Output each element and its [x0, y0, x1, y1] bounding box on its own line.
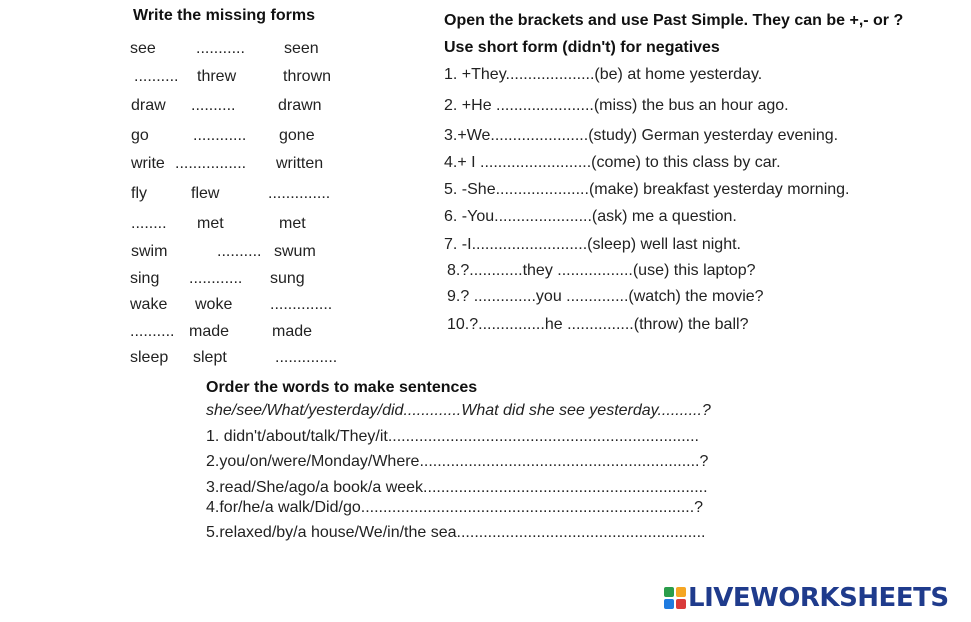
exercise-item: 4.+ I .........................(come) to this class by car.	[444, 154, 781, 171]
exercise-item: 2. +He ......................(miss) the bus an hour ago.	[444, 97, 789, 114]
verb-cell: ..........	[134, 68, 179, 85]
verb-cell: go	[131, 127, 149, 144]
verb-cell: made	[189, 323, 230, 340]
verb-cell: swum	[274, 243, 316, 260]
word-order-item: 4.for/he/a walk/Did/go...........................................................................?	[206, 499, 704, 516]
verb-cell: ..............	[270, 296, 333, 313]
section1-title: Write the missing forms	[133, 7, 315, 24]
section2-title: Open the brackets and use Past Simple. They can be +,- or ?	[444, 12, 904, 29]
verb-cell: ...........	[196, 40, 245, 57]
verb-cell: gone	[279, 127, 315, 144]
verb-cell: ........	[131, 215, 167, 232]
verb-cell: met	[279, 215, 306, 232]
verb-cell: ..........	[191, 97, 236, 114]
exercise-item: 8.?............they .................(use) this laptop?	[447, 262, 756, 279]
section3-title: Order the words to make sentences	[206, 379, 478, 396]
verb-cell: ..............	[275, 349, 338, 366]
verb-cell: see	[130, 40, 156, 57]
verb-cell: threw	[197, 68, 237, 85]
verb-cell: ............	[189, 270, 243, 287]
verb-cell: written	[276, 155, 324, 172]
verb-cell: ..............	[268, 185, 331, 202]
verb-cell: slept	[193, 349, 227, 366]
logo-square	[676, 599, 686, 609]
verb-cell: flew	[191, 185, 220, 202]
example-sentence: she/see/What/yesterday/did.............What did she see yesterday..........?	[206, 402, 711, 419]
verb-cell: made	[272, 323, 313, 340]
word-order-item: 2.you/on/were/Monday/Where...............................................................?	[206, 453, 709, 470]
section2-subtitle: Use short form (didn't) for negatives	[444, 39, 720, 56]
verb-cell: thrown	[283, 68, 332, 85]
verb-cell: swim	[131, 243, 168, 260]
verb-cell: sung	[270, 270, 305, 287]
word-order-item: 3.read/She/ago/a book/a week................................................................	[206, 479, 708, 496]
verb-cell: met	[197, 215, 224, 232]
verb-cell: write	[131, 155, 165, 172]
verb-cell: ..........	[217, 243, 262, 260]
word-order-item: 5.relaxed/by/a house/We/in/the sea........................................................	[206, 524, 706, 541]
exercise-item: 10.?...............he ...............(throw) the ball?	[447, 316, 749, 333]
exercise-item: 5. -She.....................(make) breakfast yesterday morning.	[444, 181, 850, 198]
verb-cell: ................	[175, 155, 247, 172]
exercise-item: 6. -You......................(ask) me a question.	[444, 208, 737, 225]
verb-cell: draw	[131, 97, 166, 114]
verb-cell: wake	[130, 296, 168, 313]
verb-cell: seen	[284, 40, 319, 57]
verb-cell: ............	[193, 127, 247, 144]
exercise-item: 3.+We......................(study) German yesterday evening.	[444, 127, 839, 144]
logo-square	[664, 587, 674, 597]
verb-cell: sleep	[130, 349, 169, 366]
logo-square	[676, 587, 686, 597]
verb-cell: fly	[131, 185, 147, 202]
verb-cell: ..........	[130, 323, 175, 340]
exercise-item: 7. -I..........................(sleep) well last night.	[444, 236, 741, 253]
verb-cell: drawn	[278, 97, 322, 114]
logo-text: LIVEWORKSHEETS	[688, 583, 949, 613]
liveworksheets-logo	[664, 583, 949, 613]
logo-mark-icon	[664, 587, 686, 609]
logo-square	[664, 599, 674, 609]
exercise-item: 1. +They....................(be) at home yesterday.	[444, 66, 763, 83]
exercise-item: 9.? ..............you ..............(watch) the movie?	[447, 288, 764, 305]
word-order-item: 1. didn't/about/talk/They/it......................................................................	[206, 428, 699, 445]
verb-cell: woke	[195, 296, 233, 313]
verb-cell: sing	[130, 270, 160, 287]
